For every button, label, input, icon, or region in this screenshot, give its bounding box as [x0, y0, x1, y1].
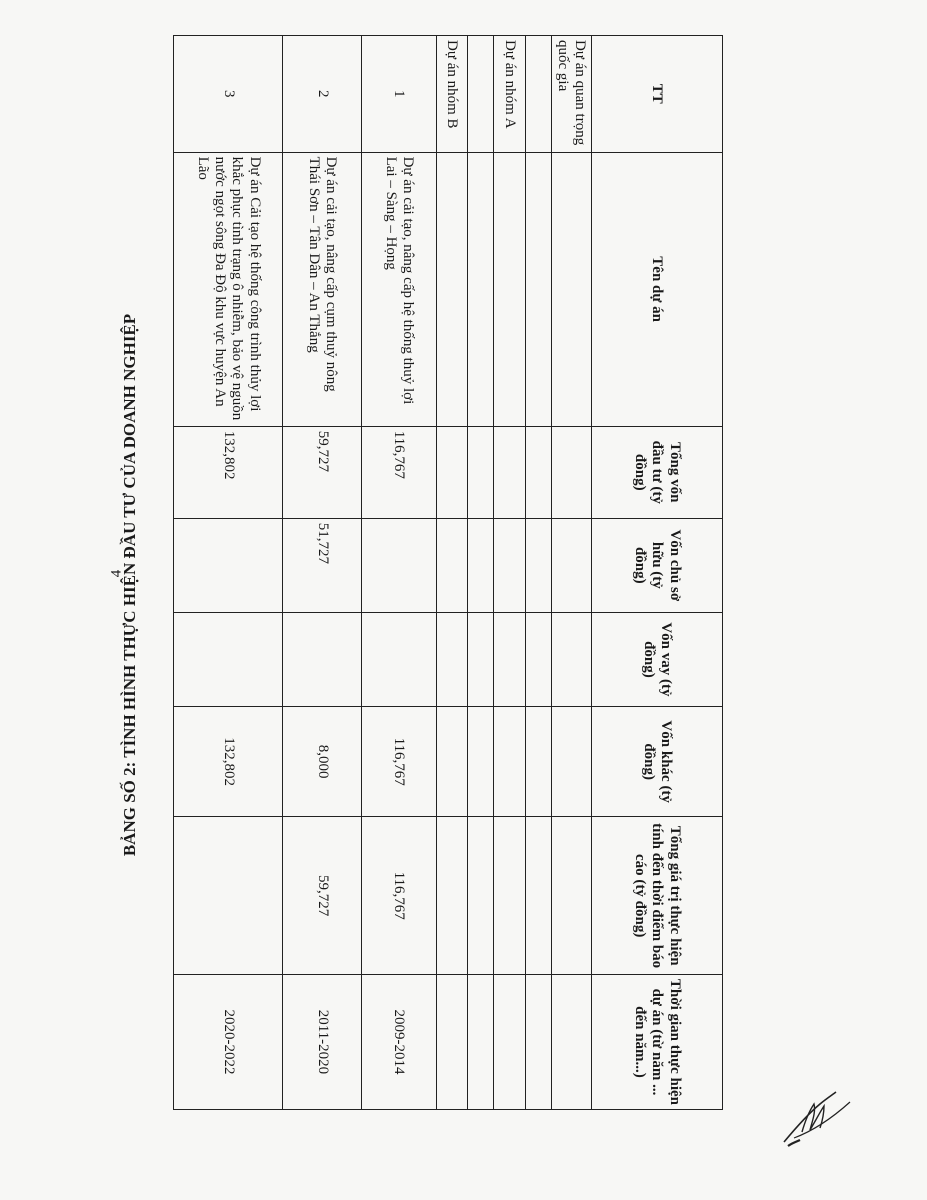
spacer-row	[467, 36, 493, 1110]
row-realized-value	[174, 817, 283, 975]
row-tt: 1	[361, 36, 436, 153]
row-period: 2009-2014	[361, 974, 436, 1109]
table-row	[174, 36, 283, 1110]
row-period: 2020-2022	[174, 974, 283, 1109]
table-row	[283, 36, 362, 1110]
row-total-investment: 116,767	[361, 426, 436, 518]
row-other-capital: 132,802	[174, 706, 283, 816]
group-label-a: Dự án nhóm A	[494, 36, 525, 153]
column-header-period: Thời gian thực hiện dự án (từ năm ... đến năm...)	[591, 974, 722, 1109]
row-other-capital: 116,767	[361, 706, 436, 816]
row-equity	[174, 518, 283, 612]
investment-table-container	[173, 35, 723, 1110]
row-other-capital: 8,000	[283, 706, 362, 816]
row-total-investment: 59,727	[283, 426, 362, 518]
group-label-national: Dự án quan trọng quốc gia	[551, 36, 591, 153]
row-realized-value: 59,727	[283, 817, 362, 975]
row-tt: 2	[283, 36, 362, 153]
column-header-total-investment: Tổng vốn đầu tư (tỷ đồng)	[591, 426, 722, 518]
column-header-tt: TT	[591, 36, 722, 153]
row-project-name: Dự án Cải tạo hệ thống công trình thủy lợi khắc phục tình trạng ô nhiễm, bảo vệ nguồn nước ngọt sông Đa Độ khu vực huyện An Lão	[174, 152, 283, 426]
group-row-national	[551, 36, 591, 1110]
group-label-b: Dự án nhóm B	[436, 36, 467, 153]
row-equity: 51,727	[283, 518, 362, 612]
table-row	[361, 36, 436, 1110]
column-header-equity: Vốn chủ sở hữu (tỷ đồng)	[591, 518, 722, 612]
group-row-a	[494, 36, 525, 1110]
column-header-realized-value: Tổng giá trị thực hiện tính đến thời điểm báo cáo (tỷ đồng)	[591, 817, 722, 975]
row-project-name: Dự án cải tạo, nâng cấp hệ thống thuỷ lợi Lai – Sàng – Họng	[361, 152, 436, 426]
row-project-name: Dự án cải tạo, nâng cấp cụm thuỷ nông Thái Sơn – Tân Dân – An Thắng	[283, 152, 362, 426]
header-row	[591, 36, 722, 1110]
row-loan	[361, 612, 436, 706]
spacer-row	[525, 36, 551, 1110]
column-header-project-name: Tên dự án	[591, 152, 722, 426]
column-header-other-capital: Vốn khác (tỷ đồng)	[591, 706, 722, 816]
page-number: 4	[108, 569, 125, 578]
signature-icon	[780, 1080, 855, 1150]
row-loan	[283, 612, 362, 706]
row-tt: 3	[174, 36, 283, 153]
table-title: BẢNG SỐ 2: TÌNH HÌNH THỰC HIỆN ĐẦU TƯ CỦA DOANH NGHIỆP	[120, 313, 139, 857]
row-total-investment: 132,802	[174, 426, 283, 518]
row-loan	[174, 612, 283, 706]
row-period: 2011-2020	[283, 974, 362, 1109]
investment-table	[173, 35, 723, 1110]
column-header-loan: Vốn vay (tỷ đồng)	[591, 612, 722, 706]
row-equity	[361, 518, 436, 612]
group-row-b	[436, 36, 467, 1110]
row-realized-value: 116,767	[361, 817, 436, 975]
